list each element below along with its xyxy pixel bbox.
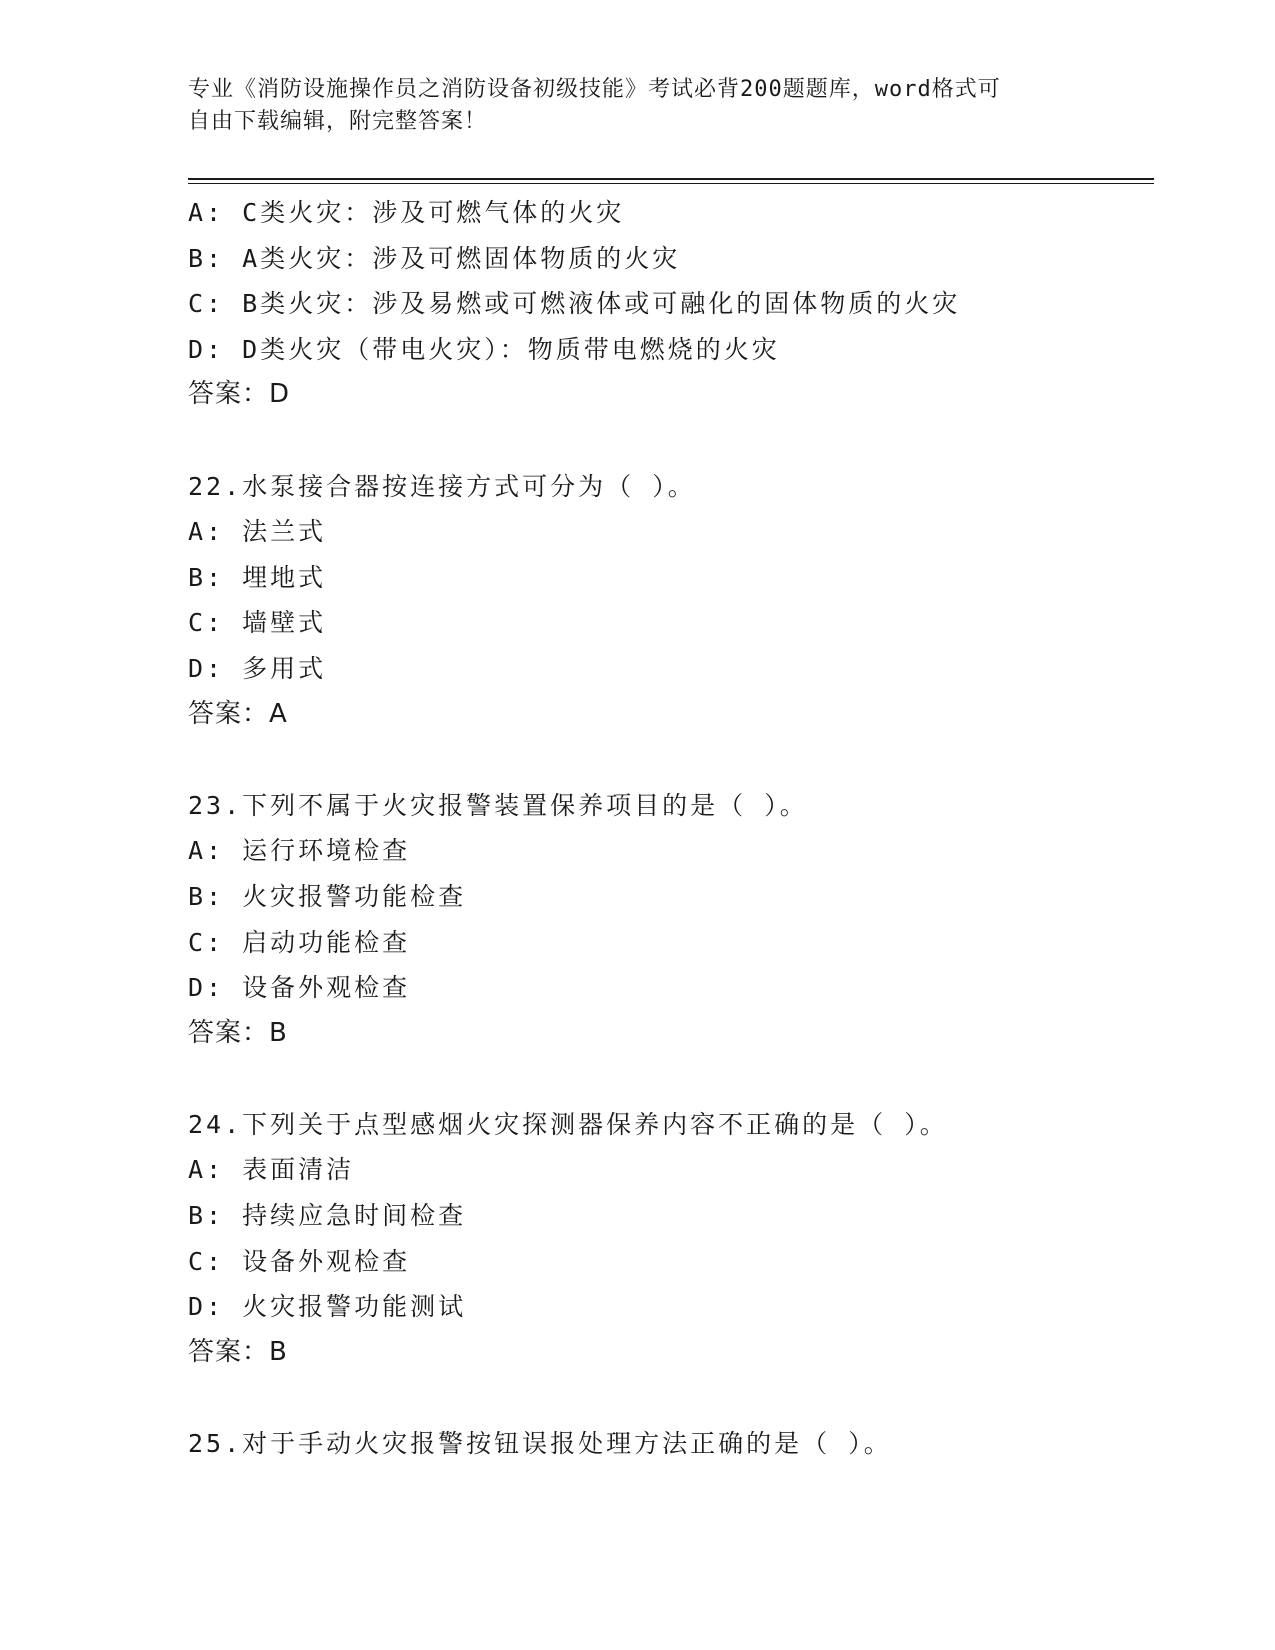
option-c: C: 设备外观检查	[188, 1246, 411, 1276]
question-text: 23.下列不属于火灾报警装置保养项目的是（ ）。	[188, 790, 808, 820]
header-line-1: 专业《消防设施操作员之消防设备初级技能》考试必背200题题库，word格式可	[188, 77, 1001, 102]
question-block-22	[188, 464, 1154, 738]
option-c: C: B类火灾：涉及易燃或可燃液体或可融化的固体物质的火灾	[188, 289, 961, 319]
spacer	[188, 1056, 1154, 1102]
spacer	[188, 418, 1154, 464]
option-b: B: 埋地式	[188, 562, 327, 592]
question-text: 22.水泵接合器按连接方式可分为（ ）。	[188, 471, 696, 501]
document-header	[188, 74, 1068, 138]
option-a: A: 运行环境检查	[188, 836, 411, 866]
header-rule-thin	[188, 183, 1154, 184]
option-a: A: C类火灾：涉及可燃气体的火灾	[188, 198, 625, 227]
option-c: C: 启动功能检查	[188, 927, 411, 957]
question-block-25	[188, 1421, 1154, 1467]
question-block-23	[188, 783, 1154, 1057]
option-d: D: D类火灾（带电火灾）：物质带电燃烧的火灾	[188, 334, 780, 364]
header-line-2: 自由下载编辑，附完整答案！	[188, 109, 488, 134]
answer-line: 答案：A	[188, 698, 288, 729]
option-d: D: 多用式	[188, 653, 327, 683]
option-b: B: 火灾报警功能检查	[188, 881, 467, 911]
question-text: 24.下列关于点型感烟火灾探测器保养内容不正确的是（ ）。	[188, 1109, 948, 1139]
option-d: D: 火灾报警功能测试	[188, 1292, 467, 1322]
question-text: 25.对于手动火灾报警按钮误报处理方法正确的是（ ）。	[188, 1429, 892, 1459]
option-b: B: A类火灾：涉及可燃固体物质的火灾	[188, 243, 681, 273]
header-rule-thick	[188, 178, 1154, 180]
spacer	[188, 1375, 1154, 1421]
option-c: C: 墙壁式	[188, 608, 327, 638]
answer-line: 答案：D	[188, 379, 291, 410]
option-d: D: 设备外观检查	[188, 973, 411, 1003]
question-block-21	[188, 190, 1154, 418]
answer-line: 答案：B	[188, 1017, 288, 1048]
option-a: A: 表面清洁	[188, 1155, 355, 1185]
answer-line: 答案：B	[188, 1336, 288, 1367]
question-block-24	[188, 1102, 1154, 1376]
spacer	[188, 737, 1154, 783]
option-a: A: 法兰式	[188, 517, 327, 547]
question-list	[188, 190, 1154, 1467]
option-b: B: 持续应急时间检查	[188, 1201, 467, 1231]
